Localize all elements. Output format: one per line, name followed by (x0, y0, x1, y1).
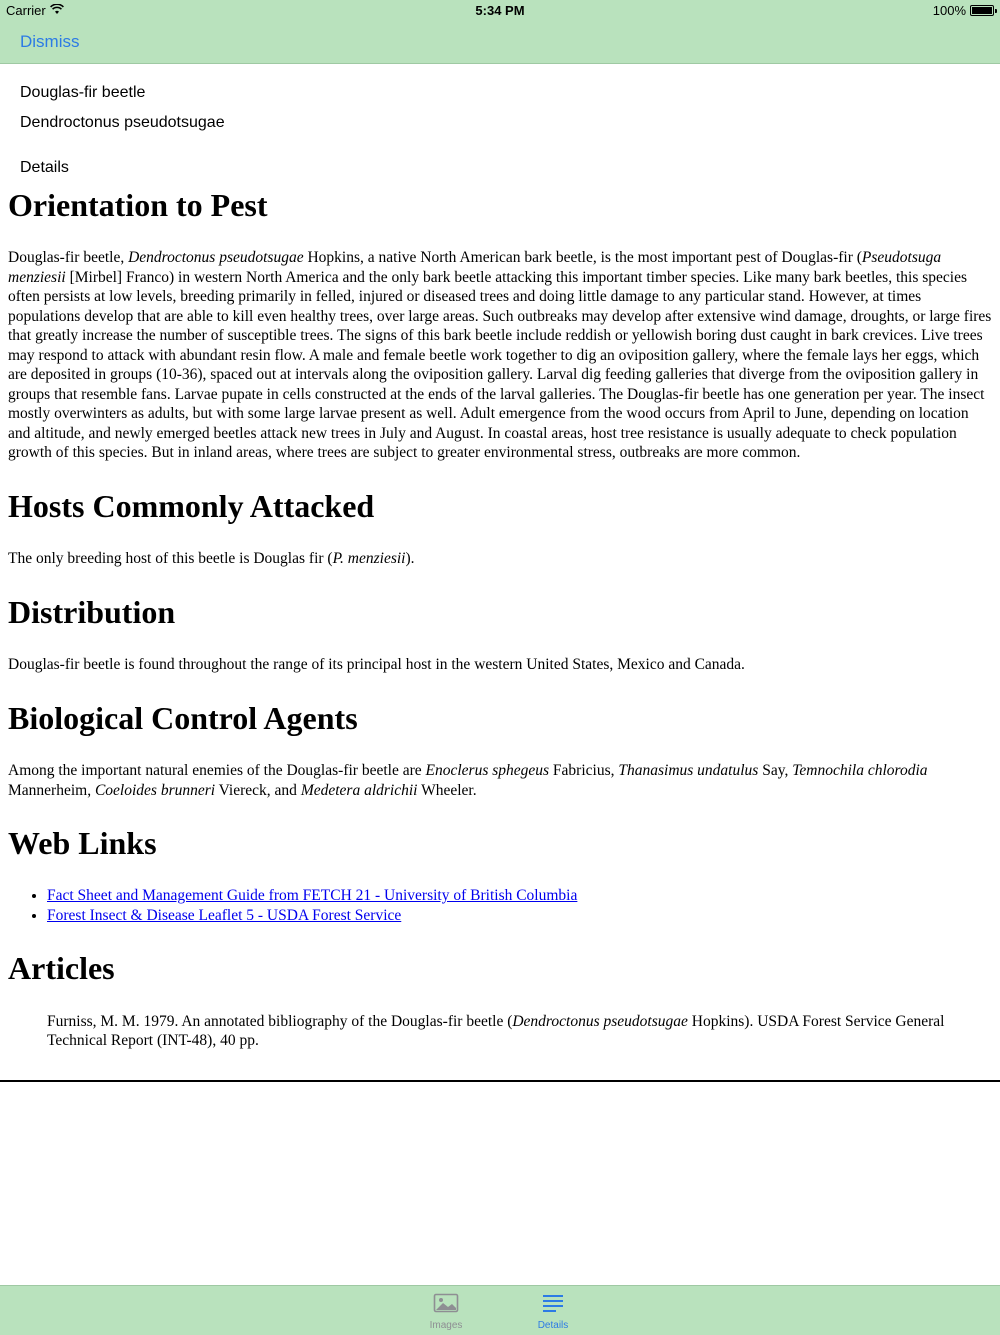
divider (0, 1080, 1000, 1082)
link-usda-leaflet[interactable]: Forest Insect & Disease Leaflet 5 - USDA Forest Service (47, 906, 402, 924)
navigation-bar (0, 22, 1000, 64)
scientific-name: Dendroctonus pseudotsugae (20, 114, 225, 131)
heading-biocontrol: Biological Control Agents (8, 699, 358, 736)
list-item (47, 886, 992, 906)
distribution-paragraph: Douglas-fir beetle is found throughout the range of its principal host in the western United States, Mexico and Canada. (8, 656, 745, 674)
battery-percent: 100% (932, 3, 966, 18)
heading-weblinks: Web Links (8, 825, 157, 862)
article-citation: Furniss, M. M. 1979. An annotated bibliography of the Douglas-fir beetle (Dendroctonus pseudotsugae Hopkins). USDA Forest Service General Technical Report (INT-48), 40 pp. (47, 1012, 945, 1050)
heading-articles: Articles (8, 950, 115, 987)
tab-details-label: Details (537, 1320, 569, 1331)
details-label: Details (20, 159, 69, 176)
heading-hosts: Hosts Commonly Attacked (8, 487, 375, 524)
list-item (47, 906, 992, 926)
carrier-label: Carrier (6, 3, 46, 18)
photo-icon (396, 1292, 496, 1317)
weblinks-list (8, 886, 992, 925)
orientation-paragraph: Douglas-fir beetle, Dendroctonus pseudotsugae Hopkins, a native North American bark beetle, is the most important pest of Douglas-fir (Pseudotsuga menziesii [Mirbel] Franco) in western North America and the only bark beetle attacking this important timber species. Like many bark beetles, this species often persists at low levels, breeding primarily in felled, injured or diseased trees and doing little damage to any particular stand. However, at times populations develop that are able to kill even healthy trees, over large areas. Such outbreaks may develop after extensive wind damage, droughts, or large fires that greatly increase the number of susceptible trees. The signs of this bark beetle include reddish or yellowish boring dust caught in bark crevices. Live trees may respond to attack with abundant resin flow. A male and female beetle work together to dig an oviposition gallery, where the female lays her eggs, which are deposited in groups (10-36), spaced out at intervals along the oviposition gallery. Larval dig feeding galleries that diverge from the oviposition gallery in groups that resemble fans. Larvae pupate in cells constructed at the ends of the larval galleries. The Douglas-fir beetle has one generation per year. The insect mostly overwinters as adults, but with some large larvae present as well. Adult emergence from the wood occurs from April to June, depending on location and altitude, and newly emerged beetles attack new trees in July and August. In coastal areas, host tree resistance is usually adequate to check population growth of this species. But in inland areas, where trees are subject to greater environmental stress, outbreaks are more common. (8, 249, 992, 462)
dismiss-button[interactable]: Dismiss (20, 32, 80, 51)
common-name: Douglas-fir beetle (20, 84, 146, 101)
biocontrol-paragraph: Among the important natural enemies of the Douglas-fir beetle are Enoclerus sphegeus Fabricius, Thanasimus undatulus Say, Temnochila chlorodia Mannerheim, Coeloides brunneri Viereck, and Medetera aldrichii Wheeler. (8, 762, 928, 799)
battery-icon (970, 5, 994, 16)
list-icon (503, 1292, 603, 1317)
tab-images[interactable] (396, 1286, 496, 1335)
status-time: 5:34 PM (475, 3, 525, 18)
status-bar (0, 0, 1000, 22)
tab-images-label: Images (429, 1320, 463, 1331)
hosts-paragraph: The only breeding host of this beetle is Douglas fir (P. menziesii). (8, 550, 415, 568)
content-area[interactable] (0, 64, 1000, 1285)
tab-bar (0, 1285, 1000, 1335)
details-webview (8, 184, 992, 1051)
link-fetch21[interactable]: Fact Sheet and Management Guide from FETCH 21 - University of British Columbia (47, 887, 578, 905)
heading-distribution: Distribution (8, 593, 176, 630)
heading-orientation: Orientation to Pest (8, 187, 268, 223)
status-right (933, 3, 994, 18)
tab-details[interactable] (503, 1286, 603, 1335)
